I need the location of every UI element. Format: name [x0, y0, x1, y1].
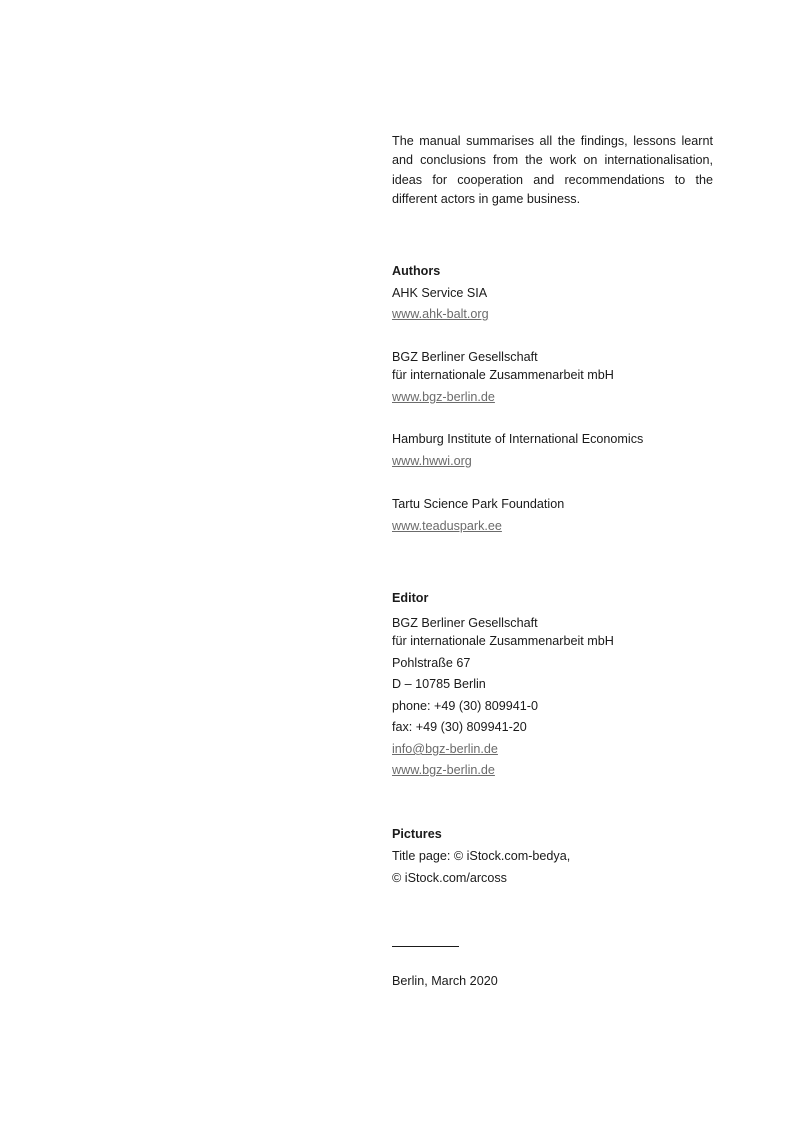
editor-website-link[interactable]: www.bgz-berlin.de [392, 763, 495, 777]
editor-line1: BGZ Berliner Gesellschaft [392, 616, 538, 630]
pictures-credit-line2: © iStock.com/arcoss [392, 871, 507, 885]
editor-city: D – 10785 Berlin [392, 677, 486, 691]
author-bgz-line2: für internationale Zusammenarbeit mbH [392, 368, 614, 382]
author-bgz-line1: BGZ Berliner Gesellschaft [392, 350, 538, 364]
editor-email-link[interactable]: info@bgz-berlin.de [392, 742, 498, 756]
authors-heading: Authors [392, 264, 441, 278]
editor-heading: Editor [392, 591, 429, 605]
author-tartu-name: Tartu Science Park Foundation [392, 497, 565, 511]
divider-line [392, 946, 459, 947]
author-hwwi-name: Hamburg Institute of International Economics [392, 432, 644, 446]
author-tartu-link[interactable]: www.teaduspark.ee [392, 519, 502, 533]
place-date: Berlin, March 2020 [392, 974, 498, 988]
author-ahk-name: AHK Service SIA [392, 286, 488, 300]
editor-phone: phone: +49 (30) 809941-0 [392, 699, 538, 713]
editor-fax: fax: +49 (30) 809941-20 [392, 720, 527, 734]
pictures-credit-line1: Title page: © iStock.com-bedya, [392, 849, 571, 863]
editor-street: Pohlstraße 67 [392, 656, 471, 670]
author-ahk-link[interactable]: www.ahk-balt.org [392, 307, 489, 321]
author-hwwi-link[interactable]: www.hwwi.org [392, 454, 472, 468]
pictures-heading: Pictures [392, 827, 442, 841]
author-bgz-link[interactable]: www.bgz-berlin.de [392, 390, 495, 404]
intro-paragraph: The manual summarises all the findings, lessons learnt and conclusions from the work on internationalisation, ideas for cooperation and recommendations to the different actors in game business. [392, 134, 713, 206]
editor-line2: für internationale Zusammenarbeit mbH [392, 634, 614, 648]
